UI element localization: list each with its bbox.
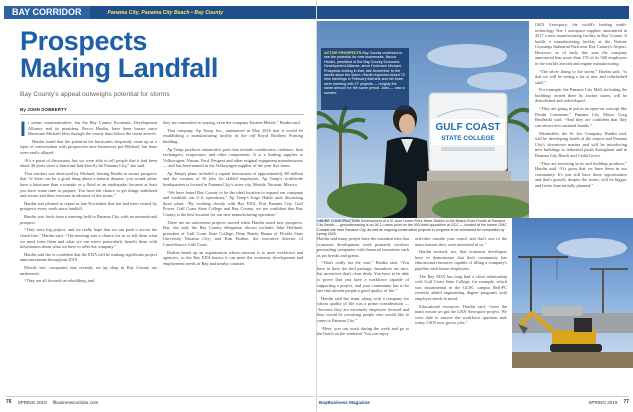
right-issue-label: SPRING 2019	[588, 399, 618, 405]
paragraph: Hardin said many people have the mistaken idea that economic development work primarily involves persuading companies with financial incentives such as tax breaks and grants.	[317, 236, 409, 258]
article-byline: By JOHN DOBBERTY	[20, 107, 67, 112]
paragraph: Ap Temp's plans included a capital investment of approximately $8 million and the creation of 50 jobs for skilled employees. Ap Temp's worldwide headquarters is located in Panama City's sister city, Merida, Yucatan, Mexico.	[163, 170, 303, 188]
article-column-2	[163, 120, 303, 390]
college-sign-photo	[317, 21, 529, 218]
right-column-b	[415, 236, 507, 388]
paragraph: The Bay EDA has long had a close relationship with Gulf Coast State College, for example, which was instrumental in the GCSC campus Bell-PC recently added engineering degree programs with employer needs in mind.	[415, 273, 507, 301]
paragraph: “They are going to put in an open-air concept like Destin Commons,” Panama City Mayor Greg Brudnicki said. “And they are confident that they can attract new national brands.”	[535, 106, 627, 128]
construction-caption-text: Development of a 37-acre Lowes Flour Mixer-Station in the Beach-Front Ponds at Panama City Beach — groundbreaking is on 36.1 Lowes point on the 500 hotel opposition at GCC — located at the former GMC Coastal site near Panama City, as well as ongoing construction projects in progress to be scheduled for completion by spring 2020.	[317, 219, 507, 236]
section-dateline: Panama City, Panama City Beach • Bay County	[107, 9, 224, 16]
photo-caption-overlay	[321, 48, 409, 110]
byline-divider	[20, 114, 304, 115]
left-page	[0, 0, 316, 412]
paragraph: For example, the Panama City Mall, including the buildings owned there by anchor stores, will be demolished and redeveloped.	[535, 87, 627, 104]
paragraph: Meanwhile, the St. Joe Company, Hardin said, will be developing hotels at the airport and Panama City's downtown marina and will be introducing new buildings to industrial parks throughout and in Panama City Beach and Cedar Grove.	[535, 130, 627, 158]
paragraph: Hardin was pleased to report in late November that she had been visited by prospects every week since landfall.	[20, 200, 157, 212]
article-deck: Bay County's appeal outweighs potential for storms	[20, 91, 170, 98]
paragraph: “They are investing in us and building products,” Hardin said. “It's great that we have them in our community. It's just still have those opportunities and that's growth, despite the storm, will be bigger, and better than initially planned.”	[535, 160, 627, 188]
right-column-c	[535, 22, 627, 390]
article-headline	[20, 28, 280, 82]
paragraph: Hardin said her team, along with a company for whom quality of life was a prime consideration — “because they are extremely employee focused and they would be recruiting people who would like to come to Panama City.”	[317, 295, 409, 324]
right-site-label: BayBusiness Magazine	[319, 399, 370, 405]
paragraph: Hardin was fresh from a meeting held in Panama City with an international prospect.	[20, 214, 157, 225]
paragraph: “We have found Bay County to be the ideal location to expand our company and establish our U.S. operations,” Ap Temp's Jorge Habib said, discussing those plans. “By working closely with Bay EDA, Port Panama City, Gulf Power, Gulf Coast State College and Bay County, we are confident that Bay County is the best location for our new manufacturing operation.”	[163, 189, 303, 217]
section-header-bar	[4, 6, 316, 19]
right-header-bar	[317, 6, 629, 19]
right-column-a	[317, 236, 409, 388]
left-issue-label: SPRING 2019	[17, 399, 47, 405]
svg-text:GULF COAST: GULF COAST	[435, 122, 501, 133]
drop-cap: I	[20, 120, 26, 141]
construction-caption-label: UNDER CONSTRUCTION	[317, 219, 360, 223]
article-column-1	[20, 120, 157, 390]
paragraph: GKN Aerospace, the world's leading multi-technology Tier 1 aerospace supplier, announced in 2017 a new manufacturing facility in Bay County. It builds a manufacturing facility at the Venture Crossings Industrial Park near Bay County's Airport. However, as of early this year the company announced that more than 170 of its 500 employees in the world's aircraft and engine manufacturing.	[535, 22, 627, 66]
left-site-label: flbusinesscorridor.com	[52, 399, 99, 405]
paragraph: There are no unforeseen projects moved when Hardin noted new prospects. But, she said, the Bay County delegation always includes John Holdnak, president of Gulf Coast State College; Dean Randy Hanna of Florida State University Panama City; and Kim Bodine, the executive director of CareerSource Gulf Coast.	[163, 219, 303, 247]
paragraph: Hardin stressed, too, that economic developers have to demonstrate that their community has educational resources capable of filling a company's pipeline with future employees.	[415, 249, 507, 271]
section-name: BAY CORRIDOR	[4, 6, 90, 19]
palm-tree-left	[317, 106, 367, 191]
paragraph: Missile site: companies that recently set up shop in Bay County are undeterred.	[20, 265, 157, 276]
paragraph: Educational resources, Hardin said, “were the main reason we got the GKN Aerospace project. We were able to answer the workforce question and, today, GKN now grows jobs.”	[415, 303, 507, 326]
right-page-footer	[317, 396, 629, 406]
paragraph: “They are all focused on rebuilding, and	[24, 278, 95, 284]
construction-caption	[317, 219, 511, 236]
paragraph: “Here, you can work during the week and go to the beach on the weekend. You can enjoy	[317, 325, 409, 337]
paragraph: It seems counterintuitive, but the Bay County Economic Development Alliance and its president, Becca Hardin, have been busier since Hurricane Michael blew through the county than before the storm arrived.	[20, 120, 157, 141]
paragraph: That company, Ap Temp, Inc., announced in May 2018 that it would be establishing a manufacturing facility in the old Royal Brothers Printing building.	[163, 127, 303, 144]
headline-line-2: Making Landfall	[20, 53, 219, 83]
paragraph: they are committed to staying, even the company Eastern Metals,” Hardin said.	[163, 120, 301, 125]
right-page	[317, 0, 633, 412]
svg-text:STATE COLLEGE: STATE COLLEGE	[441, 135, 495, 142]
caption-label: ACTIVE PROSPECTS	[324, 51, 362, 55]
paragraph: Ap Temp produces automotive parts that include conditioners, radiators, heat exchangers, evaporators and other components. It is a leading supplier to Volkswagen, Nissan, Ford, Peugeot and other original equipment manufacturers — and has been named as the Volkswagen supplier of the year five times.	[163, 146, 303, 169]
paragraph: That comfort was destroyed by Michael, leaving Hardin to assure prospects that “if there can be a good thing about a natural disaster, you would rather have a hurricane than a tornado or a flood or an earthquake, because at least you have some time to prepare. You have the chance to get things stabilized and secure and then evacuate in advance of the storm.”	[20, 170, 157, 199]
paragraph: activities outside your round, and that's one of the main reasons they were interested in us.”	[415, 236, 507, 247]
paragraph: “The silver lining to the storm,” Hardin said, “is that we will be seeing a lot of new and refurbished stuff.”	[535, 68, 627, 85]
paragraph: “That's really not the case,” Hardin said. “You have to have the bird package. Incentives are nice, but incentives don't close deals. You have to be able to prove that you have a workforce capable of supporting a project, and your community has to be one that affords people a good quality of life.”	[317, 260, 409, 294]
paragraph: Hardin said she is confident that the EDA will be making significant project announcements throughout 2019.	[20, 251, 157, 263]
paragraph: “It's a point of discussion, but we were able to tell people that it had been about 40 years since a hurricane had directly hit Panama City,” she said.	[20, 157, 157, 169]
left-page-footer	[6, 396, 314, 406]
paragraph: Hardin found that the potential for hurricanes frequently came up as a topic of conversation with prospective new businesses pre-Michael, but fears were easily allayed.	[20, 138, 157, 155]
paragraph: Bodine heads up an organization whose mission is to meet workforce and agencies, so the Bay EDA knows it can meet the economic development and employment needs of Bay and nearby counties.	[163, 249, 303, 266]
left-page-number: 76	[6, 399, 12, 405]
paragraph: “They were big project, and we really hope that we can push it across the finish line,” Hardin said. “The meeting was a chance for us to tell them what we need from them and what we can move particularly benefit them with information about what we have to offer the company.”	[20, 227, 157, 250]
caption-text: Bay County continues to see the potential for new businesses. Becca Hardin, president of the Bay County Economic Development Alliance, since Hurricane Michael. Prospects visiting in that, late November to the weeks since the storm. Hardin expected about 70 new meetings in February that she and her team were meeting with 27 projects — roughly the same amount for the same period. Jobs — now a number.	[324, 51, 405, 95]
right-page-number: 77	[623, 399, 629, 405]
headline-line-1: Prospects	[20, 26, 147, 56]
